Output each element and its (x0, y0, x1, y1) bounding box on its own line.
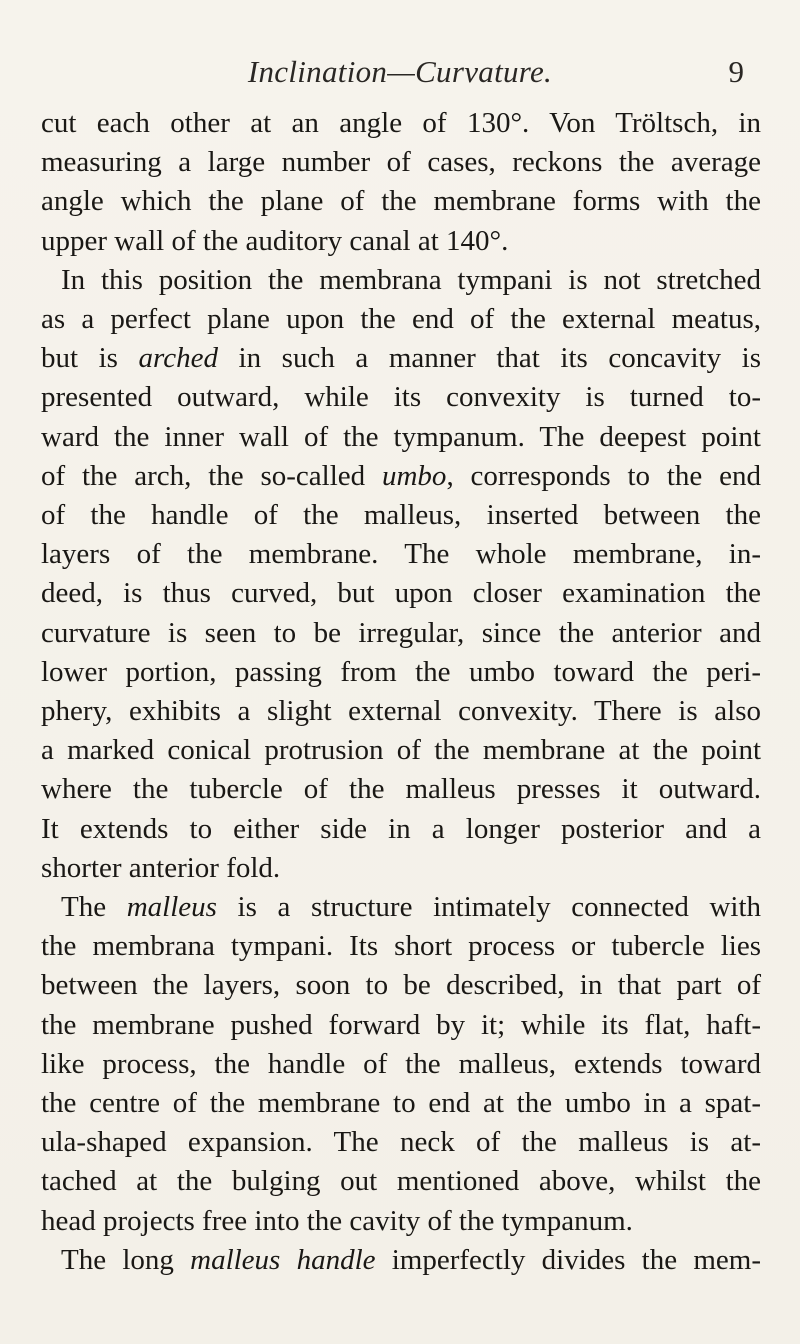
text-line: a marked conical protrusion of the membrane at the point (41, 734, 761, 767)
text-line: shorter anterior fold. (41, 851, 281, 884)
emphasis-umbo: umbo (381, 459, 447, 492)
page-number: 9 (728, 54, 744, 89)
text-line: tached at the bulging out mentioned above, whilst the (41, 1165, 761, 1198)
text-line: In this position the membrana tympani is not stretched (61, 263, 761, 296)
emphasis-malleus: malleus (126, 891, 217, 924)
body-text (41, 104, 761, 1280)
text-line: deed, is thus curved, but upon closer examination the (41, 577, 761, 610)
text-line: the membrana tympani. Its short process or tubercle lies (41, 930, 761, 963)
text-line: as a perfect plane upon the end of the external meatus, (41, 303, 761, 336)
text-line: layers of the membrane. The whole membrane, in- (41, 538, 761, 571)
text-line: ward the inner wall of the tympanum. The deepest point (41, 420, 761, 453)
emphasis-arched: arched (138, 342, 218, 375)
text-line: of the arch, the so-called umbo, corresponds to the end (41, 459, 761, 492)
text-line: measuring a large number of cases, reckons the average (41, 146, 761, 179)
emphasis-malleus-handle: malleus handle (190, 1243, 376, 1276)
text-line: but is arched in such a manner that its concavity is (41, 342, 761, 375)
text-line: ula-shaped expansion. The neck of the malleus is at- (41, 1126, 761, 1159)
text-line: phery, exhibits a slight external convexity. There is also (41, 695, 761, 728)
text-line: head projects free into the cavity of the tympanum. (41, 1204, 633, 1237)
running-header (0, 52, 800, 92)
text-line: angle which the plane of the membrane forms with the (41, 185, 761, 218)
text-line: of the handle of the malleus, inserted between the (41, 499, 761, 532)
text-line: between the layers, soon to be described, in that part of (41, 969, 761, 1002)
text-line: It extends to either side in a longer posterior and a (41, 812, 761, 845)
text-line: upper wall of the auditory canal at 140°. (41, 224, 509, 257)
running-title: Inclination—Curvature. (247, 54, 553, 89)
text-line: the centre of the membrane to end at the umbo in a spat- (41, 1087, 761, 1120)
text-line: lower portion, passing from the umbo toward the peri- (41, 655, 761, 688)
text-line: presented outward, while its convexity is turned to- (41, 381, 761, 414)
text-line: the membrane pushed forward by it; while its flat, haft- (41, 1008, 761, 1041)
text-line: cut each other at an angle of 130°. Von Tröltsch, in (41, 107, 761, 139)
text-line: like process, the handle of the malleus, extends toward (41, 1047, 761, 1080)
text-line: The long malleus handle imperfectly divides the mem- (61, 1243, 761, 1276)
text-line: The malleus is a structure intimately connected with (61, 891, 762, 924)
text-line: where the tubercle of the malleus presses it outward. (41, 773, 761, 806)
text-line: curvature is seen to be irregular, since the anterior and (41, 616, 761, 649)
